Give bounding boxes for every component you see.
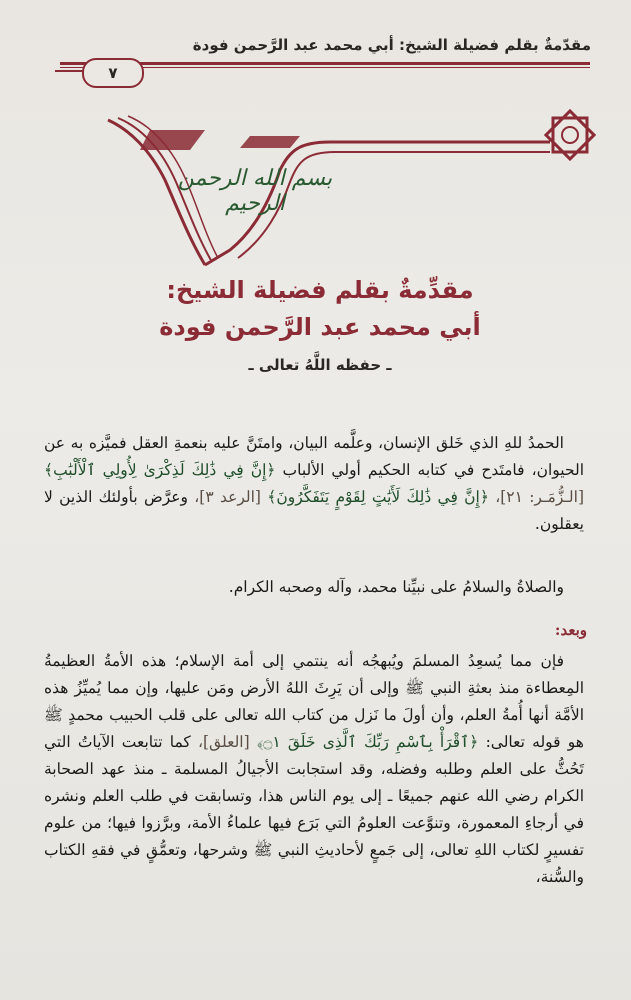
quran-verse-3: ﴿ٱقْرَأْ بِٱسْمِ رَبِّكَ ٱلَّذِى خَلَقَ ۝١﴾ [256,733,479,751]
page-number-badge [82,58,144,88]
paragraph-3-text: فإن مما يُسعِدُ المسلمَ ويُبهجُه أنه ينتمي إلى أمة الإسلام؛ هذه الأمةُ العظيمةُ المِعطاءة منذ بعثةِ النبي ﷺ وإلى أن يَرِثَ اللهُ الأرض ومَن عليها، وإن مما يُميِّزُ هذه الأمَّة أنها أُمةُ العلم، وأن أولَ ما نَزل من كتاب الله تعالى على قلب الحبيب محمدٍ ﷺ هو قوله تعالى: [44,652,584,751]
paragraph-1 [44,430,584,538]
verse-ref-1: [الـزُّمَـر: ٢١]، [495,488,584,506]
quran-verse-2: ﴿إِنَّ فِي ذَٰلِكَ لَأَيَٰتٍ لِقَوْمٍ يَتَفَكَّرُونَ﴾ [267,488,489,506]
section-heading-wabad: وبعد: [554,621,587,639]
verse-ref-3: [العلق]، [197,733,250,751]
title-subtitle: ـ حفظه اللَّهُ تعالى ـ [248,356,392,374]
running-head: مقدّمةٌ بقلم فضيلة الشيخ: أبي محمد عبد الرَّحمن فودة [192,36,591,54]
title-line-1: مقدِّمةٌ بقلم فضيلة الشيخ: [166,276,474,304]
paragraph-1-end: وعرَّض بأولئك الذين لا يعقلون. [44,488,584,533]
paragraph-3-end: كما تتابعت الآياتُ التي تَحُثُّ على العلم وطلبه وفضله، وقد استجابت الأجيالُ المسلمة ـ منذ عهد الصحابة الكرام رضي الله عنهم جميعًا ـ إلى يوم الناس هذا، وتسابقت في طلب العلم ونشره في أرجاءِ المعمورة، وتنوَّعت العلومُ التي بَرَع فيها علماءُ الأمة، وبرَّزوا فيها؛ من علوم تفسيرٍ لكتاب اللهِ تعالى، إلى جَمعٍ لأحاديثِ النبي ﷺ وشرحها، وتعمُّقٍ في فقهِ الكتاب والسُّنة، [44,733,584,886]
paragraph-2-text: والصلاةُ والسلامُ على نبيِّنا محمد، وآله وصحبه الكرام. [228,578,564,596]
bismillah-calligraphy: بسم الله الرحمن الرحيم [177,166,333,216]
star-ornament-icon [546,111,594,159]
paragraph-1-text: الحمدُ للهِ الذي خَلق الإنسان، وعلَّمه البيان، وامتَنَّ عليه بنعمةِ العقل فميَّزه به عن الحيوان، فامتَدح في كتابه الحكيم أولي الألباب [44,434,585,479]
paragraph-3 [44,648,584,891]
paragraph-2 [44,574,584,601]
quran-verse-1: ﴿إِنَّ فِي ذَٰلِكَ لَذِكْرَىٰ لِأُولِي ٱلْأَلْبَٰبِ﴾ [44,461,276,479]
verse-ref-2: [الرعد ٣]، [194,488,261,506]
page-number: ٧ [108,64,118,82]
title-line-2: أبي محمد عبد الرَّحمن فودة [159,313,481,341]
badge-connector [55,70,85,72]
